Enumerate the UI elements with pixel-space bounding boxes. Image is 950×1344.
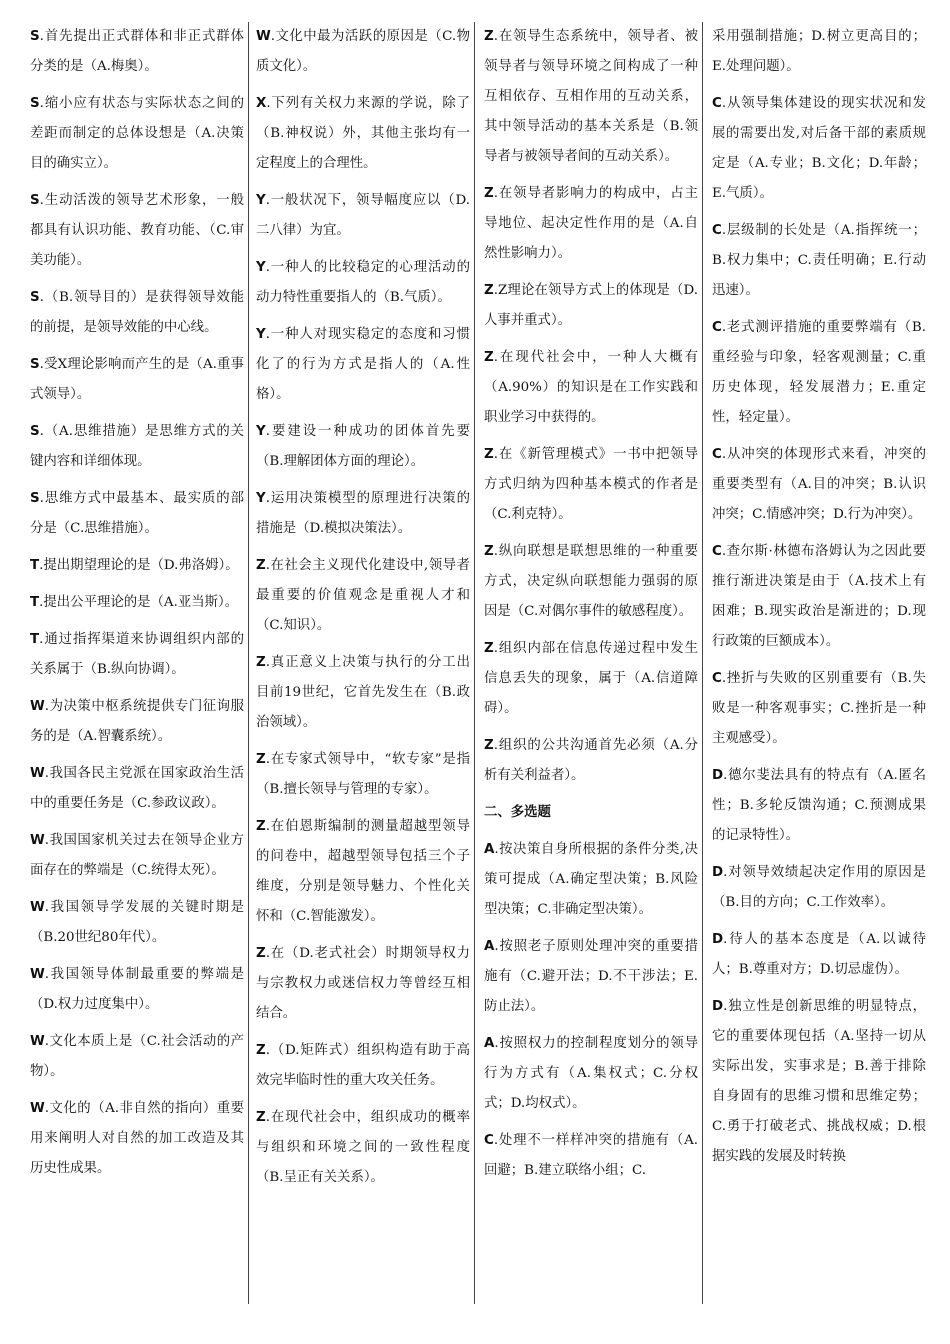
question-text: .处理不一样样冲突的措施有（A.回避；B.建立联络小组；C. (484, 1133, 698, 1178)
question-item (712, 925, 926, 985)
question-text: .生动活泼的领导艺术形象，一般都具有认识功能、教育功能、（C.审美功能）。 (30, 193, 244, 268)
question-text: 采用强制措施；D.树立更高目的；E.处理问题）。 (712, 29, 926, 74)
index-letter: X (256, 96, 267, 111)
index-letter: Z (256, 655, 266, 670)
index-letter: Y (256, 327, 266, 342)
question-text: .组织内部在信息传递过程中发生信息丢失的现象，属于（A.信道障碍）。 (484, 641, 698, 716)
question-text: .我国各民主党派在国家政治生活中的重要任务是（C.参政议政）。 (30, 766, 244, 811)
index-letter: Y (256, 193, 266, 208)
index-letter: C (712, 96, 722, 111)
question-item (30, 1094, 244, 1184)
index-letter: W (30, 699, 45, 714)
question-item (30, 826, 244, 886)
text-column-2 (256, 22, 470, 1304)
index-letter: W (256, 29, 271, 44)
question-item (712, 313, 926, 433)
question-text: .缩小应有状态与实际状态之间的差距而制定的总体设想是（A.决策目的确实立）。 (30, 96, 244, 171)
question-text: .（D.矩阵式）组织构造有助于高效完毕临时性的重大攻关任务。 (256, 1043, 470, 1088)
question-item (712, 858, 926, 918)
question-text: .要建设一种成功的团体首先要（B.理解团体方面的理论）。 (256, 424, 470, 469)
index-letter: Z (484, 350, 494, 365)
index-letter: W (30, 833, 45, 848)
index-letter: S (30, 96, 40, 111)
document-page (22, 22, 930, 1312)
index-letter: Z (484, 738, 494, 753)
index-letter: A (484, 939, 495, 954)
question-text: .文化本质上是（C.社会活动的产物）。 (30, 1034, 244, 1079)
index-letter: Z (484, 447, 494, 462)
question-item (30, 692, 244, 752)
index-letter: C (712, 544, 722, 559)
question-text: .我国领导学发展的关键时期是（B.20世纪80年代）。 (30, 900, 244, 945)
index-letter: C (484, 1133, 494, 1148)
index-letter: S (30, 424, 40, 439)
column-divider (702, 22, 703, 1304)
question-item (30, 417, 244, 477)
question-item (484, 634, 698, 724)
question-text: .按决策自身所根据的条件分类,决策可提成（A.确定型决策；B.风险型决策；C.非确定型决策）。 (484, 842, 698, 917)
index-letter: Z (484, 29, 494, 44)
question-item (712, 992, 926, 1172)
question-text: .提出期望理论的是（D.弗洛姆）。 (39, 558, 239, 573)
question-item (712, 216, 926, 306)
text-column-4 (712, 22, 926, 1304)
index-letter: T (30, 558, 40, 573)
column-divider (248, 22, 249, 1304)
question-item (256, 939, 470, 1029)
question-item (30, 625, 244, 685)
index-letter: Z (484, 641, 494, 656)
question-item (30, 89, 244, 179)
question-item (484, 731, 698, 791)
column-divider (474, 22, 475, 1304)
question-item (30, 484, 244, 544)
text-column-1 (30, 22, 244, 1304)
question-text: .在现代社会中，一种人大概有（A.90%）的知识是在工作实践和职业学习中获得的。 (484, 350, 698, 425)
index-letter: W (30, 900, 45, 915)
question-item (256, 320, 470, 410)
index-letter: Z (256, 946, 266, 961)
question-item (256, 253, 470, 313)
question-text: .在伯恩斯编制的测量超越型领导的问卷中，超越型领导包括三个子维度，分别是领导魅力、个性化关怀和（C.智能激发）。 (256, 819, 470, 924)
question-item (484, 343, 698, 433)
index-letter: Z (256, 752, 266, 767)
question-item (256, 89, 470, 179)
question-text: .（B.领导目的）是获得领导效能的前提，是领导效能的中心线。 (30, 290, 244, 335)
index-letter: Y (256, 424, 266, 439)
question-item (712, 89, 926, 209)
question-item (484, 440, 698, 530)
question-text: .独立性是创新思维的明显特点，它的重要体现包括（A.坚持一切从实际出发，实事求是；B.善于排除自身固有的思维习惯和思维定势；C.勇于打破老式、挑战权威；D.根据实践的发展及时转换 (712, 999, 926, 1164)
question-item (712, 761, 926, 851)
question-text: .在专家式领导中，“软专家”是指（B.擅长领导与管理的专家）。 (256, 752, 470, 797)
question-text: .首先提出正式群体和非正式群体分类的是（A.梅奥）。 (30, 29, 244, 74)
question-item (712, 537, 926, 657)
question-item (256, 484, 470, 544)
index-letter: A (484, 842, 495, 857)
question-text: .按照老子原则处理冲突的重要措施有（C.避开法；D.不干涉法；E.防止法）。 (484, 939, 698, 1014)
question-text: .一般状况下，领导幅度应以（D.二八律）为宜。 (256, 193, 470, 238)
question-item (256, 417, 470, 477)
question-text: .按照权力的控制程度划分的领导行为方式有（A.集权式；C.分权式；D.均权式）。 (484, 1036, 698, 1111)
index-letter: S (30, 491, 40, 506)
question-item (30, 759, 244, 819)
index-letter: C (712, 671, 722, 686)
question-item (484, 932, 698, 1022)
index-letter: Z (256, 1110, 266, 1125)
question-text: .受X理论影响而产生的是（A.重事式领导）。 (30, 357, 244, 402)
question-text: .我国国家机关过去在领导企业方面存在的弊端是（C.统得太死）。 (30, 833, 244, 878)
question-text: .一种人对现实稳定的态度和习惯化了的行为方式是指人的（A.性格）。 (256, 327, 470, 402)
question-item (484, 276, 698, 336)
question-text: .在领导生态系统中，领导者、被领导者与领导环境之间构成了一种互相依存、互相作用的互动关系，其中领导活动的基本关系是（B.领导者与被领导者间的互动关系）。 (484, 29, 698, 164)
question-text: .待人的基本态度是（A.以诚待人；B.尊重对方；D.切忌虚伪）。 (712, 932, 926, 977)
question-text: .老式测评措施的重要弊端有（B.重经验与印象，轻客观测量；C.重历史体现，轻发展潜力；E.重定性，轻定量）。 (712, 320, 926, 425)
question-text: .在领导者影响力的构成中，占主导地位、起决定性作用的是（A.自然性影响力）。 (484, 186, 698, 261)
index-letter: S (30, 357, 40, 372)
index-letter: Y (256, 260, 266, 275)
question-item (256, 22, 470, 82)
index-letter: S (30, 193, 40, 208)
index-letter: Z (484, 186, 494, 201)
index-letter: D (712, 999, 724, 1014)
question-item (30, 283, 244, 343)
question-item (30, 22, 244, 82)
question-item (30, 960, 244, 1020)
index-letter: C (712, 447, 722, 462)
index-letter: Z (484, 544, 494, 559)
index-letter: D (712, 932, 724, 947)
index-letter: D (712, 865, 724, 880)
question-text: .挫折与失败的区别重要有（B.失败是一种客观事实；C.挫折是一种主观感受）。 (712, 671, 926, 746)
text-column-3 (484, 22, 698, 1304)
index-letter: Y (256, 491, 266, 506)
question-item (484, 537, 698, 627)
question-item (256, 745, 470, 805)
question-text: .（A.思维措施）是思维方式的关键内容和详细体现。 (30, 424, 244, 469)
question-text: .一种人的比较稳定的心理活动的动力特性重要指人的（B.气质）。 (256, 260, 470, 305)
question-item (712, 22, 926, 82)
question-text: .我国领导体制最重要的弊端是（D.权力过度集中）。 (30, 967, 244, 1012)
question-text: .Z理论在领导方式上的体现是（D.人事并重式）。 (484, 283, 698, 328)
question-text: .运用决策模型的原理进行决策的措施是（D.模拟决策法）。 (256, 491, 470, 536)
index-letter: Z (256, 819, 266, 834)
index-letter: S (30, 290, 40, 305)
section-heading: 二、多选题 (484, 805, 551, 820)
question-text: .纵向联想是联想思维的一种重要方式，决定纵向联想能力强弱的原因是（C.对偶尔事件的敏感程度）。 (484, 544, 698, 619)
question-text: .在（D.老式社会）时期领导权力与宗教权力或迷信权力等曾经互相结合。 (256, 946, 470, 1021)
question-item (30, 1027, 244, 1087)
question-text: .查尔斯·林德布洛姆认为之因此要推行渐进决策是由于（A.技术上有困难；B.现实政治是渐进的；D.现行政策的巨额成本）。 (712, 544, 926, 649)
index-letter: A (484, 1036, 495, 1051)
question-text: .提出公平理论的是（A.亚当斯）。 (39, 595, 239, 610)
question-item (256, 648, 470, 738)
question-item (712, 440, 926, 530)
question-item (256, 1103, 470, 1193)
index-letter: S (30, 29, 40, 44)
question-text: .为决策中枢系统提供专门征询服务的是（A.智囊系统）。 (30, 699, 244, 744)
question-text: .文化的（A.非自然的指向）重要用来阐明人对自然的加工改造及其历史性成果。 (30, 1101, 244, 1176)
index-letter: C (712, 320, 722, 335)
question-item (30, 893, 244, 953)
question-item (484, 835, 698, 925)
question-text: .层级制的长处是（A.指挥统一；B.权力集中；C.责任明确；E.行动迅速）。 (712, 223, 926, 298)
question-text: .在现代社会中，组织成功的概率与组织和环境之间的一致性程度（B.呈正有关关系）。 (256, 1110, 470, 1185)
question-text: .思维方式中最基本、最实质的部分是（C.思维措施）。 (30, 491, 244, 536)
question-text: .通过指挥渠道来协调组织内部的关系属于（B.纵向协调）。 (30, 632, 244, 677)
index-letter: D (712, 768, 724, 783)
question-text: .组织的公共沟通首先必须（A.分析有关利益者）。 (484, 738, 698, 783)
question-text: .真正意义上决策与执行的分工出目前19世纪，它首先发生在（B.政治领域）。 (256, 655, 470, 730)
index-letter: Z (256, 558, 266, 573)
question-item (484, 1029, 698, 1119)
index-letter: W (30, 1034, 45, 1049)
question-item (256, 186, 470, 246)
question-text: .下列有关权力来源的学说，除了（B.神权说）外，其他主张均有一定程度上的合理性。 (256, 96, 470, 171)
index-letter: T (30, 595, 40, 610)
question-text: .从冲突的体现形式来看，冲突的重要类型有（A.目的冲突；B.认识冲突；C.情感冲突；D.行为冲突）。 (712, 447, 926, 522)
index-letter: W (30, 766, 45, 781)
question-item (256, 1036, 470, 1096)
question-text: .在社会主义现代化建设中,领导者最重要的价值观念是重视人才和（C.知识）。 (256, 558, 470, 633)
index-letter: Z (484, 283, 494, 298)
question-text: .文化中最为活跃的原因是（C.物质文化）。 (256, 29, 470, 74)
question-text: .对领导效绩起决定作用的原因是（B.目的方向；C.工作效率）。 (712, 865, 926, 910)
question-item (712, 664, 926, 754)
index-letter: T (30, 632, 40, 647)
index-letter: Z (256, 1043, 266, 1058)
index-letter: W (30, 1101, 45, 1116)
question-item (30, 186, 244, 276)
index-letter: C (712, 223, 722, 238)
index-letter: W (30, 967, 45, 982)
question-item (30, 350, 244, 410)
question-text: .在《新管理模式》一书中把领导方式归纳为四种基本模式的作者是（C.利克特）。 (484, 447, 698, 522)
question-item (484, 1126, 698, 1186)
question-item (256, 812, 470, 932)
question-text: .从领导集体建设的现实状况和发展的需要出发,对后备干部的素质规定是（A.专业；B.文化；D.年龄；E.气质）。 (712, 96, 926, 201)
question-item (484, 22, 698, 172)
question-item (30, 588, 244, 618)
question-item (256, 551, 470, 641)
question-item (484, 179, 698, 269)
question-item (30, 551, 244, 581)
question-text: .德尔斐法具有的特点有（A.匿名性；B.多轮反馈沟通；C.预测成果的记录特性）。 (712, 768, 926, 843)
